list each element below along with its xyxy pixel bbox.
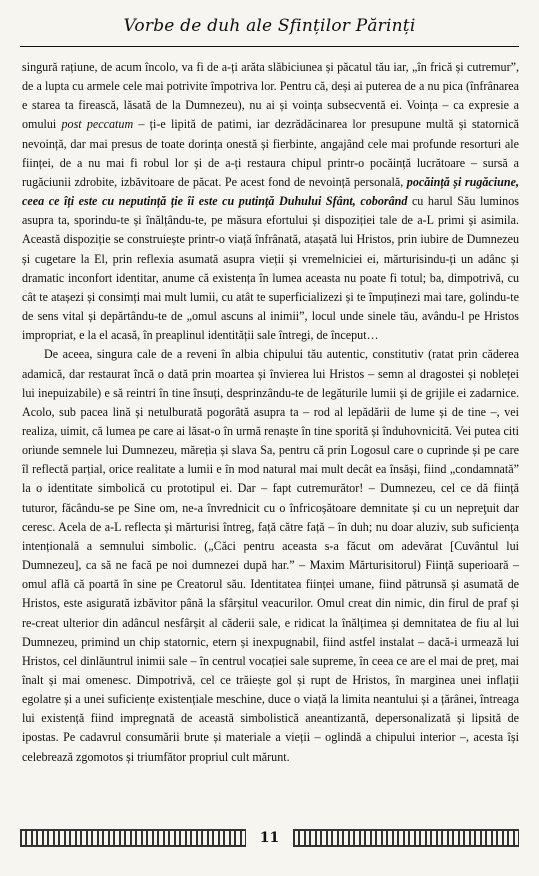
paragraph-1-part-b: – ți-e lipită de patimi, iar dezrădăcinarea lor presupune multă și statornică nevoință, dar mai presus de toate dorința onestă și fierbinte, angajând cele mai profunde resorturi ale ființei, de a nu mai fi robul lor și de a-ți restaura chipul printr-o pocăință lucrătoare – sursă a rugăciunii zdrobite, izbăvitoare de păcat. Pe acest fond de nevoință personală,	[22, 117, 519, 189]
emphasized-phrase: pocăință și rugăciune, ceea ce îți este cu neputință ție îi este cu putință Duhului Sfânt, coborând	[22, 174, 519, 209]
paragraph-1-part-c: cu harul Său luminos asupra ta, sporindu-te și înălțându-te, pe măsura efortului și dispoziției tale de a-L primi și asimila. Această dispoziție se construiește printr-o viață înfrânată, atașată lui Hristos, prin iubire de Dumnezeu și cugetare la El, prin reflexia asumată asupra vieții și vremelniciei ei, mărturisindu-ți un adânc și dramatic inconfort identitar, anume că existența în lumea aceasta nu poate fi totul; ba, dimpotrivă, cu cât te atașezi și consimți mai mult lumii, cu atât te superficializezi și te împuținezi mai tare, golindu-te de sens vital și depărtându-te de „omul ascuns al inimii”, locul unde sinele tău, avându-l pe Hristos impropriat, e la el acasă, în preaplinul identității sale întregi, de început…	[22, 194, 519, 343]
paragraph-1	[22, 58, 519, 345]
paragraph-1-part-a: singură rațiune, de acum încolo, va fi de a-ți arăta slăbiciunea și păcatul tău iar, „în frică și cutremur”, de a lupta cu armele cele mai potrivite împotriva lor. Pentru că, deși ai puterea de a nu pica (înfrânarea e starea ta firească, lăsată de la Dumnezeu), nu ai și voința subsecventă ei. Voința – ca expresie a omului	[22, 60, 519, 132]
running-title: Vorbe de duh ale Sfinților Părinți	[123, 16, 416, 36]
latin-phrase: post peccatum	[61, 117, 134, 132]
body-text	[22, 58, 519, 767]
ornament-right	[293, 829, 519, 847]
page-footer	[20, 826, 519, 850]
ornament-left	[20, 829, 246, 847]
header-rule	[20, 46, 519, 47]
page-header	[20, 12, 519, 56]
paragraph-2: De aceea, singura cale de a reveni în albia chipului tău autentic, constitutiv (ratat prin căderea adamică, dar restaurat încă o dată prin moartea și învierea lui Hristos – semn al dragostei și nobleței lui inepuizabile) e să reintri în tine însuți, desprinzându-te de legăturile lumii și de grijile ei zadarnice. Acolo, sub pacea lină și netulburată pogorâtă asupra ta – rod al lepădării de lume și de tine –, vei realiza, uimit, că lumea pe care ai lăsat-o în urmă renaște în tine sporită și înduhovnicită. Vei putea citi oriunde semnele lui Dumnezeu, măreția și slava Sa, pentru că prin Logosul care o cuprinde și pe care îl reflectă parțial, orice realitate a lumii e în mod natural mai mult decât ea însăși, fiind „condamnată” la o identitate simbolică cu prototipul ei. Dar – fapt cutremurător! – Dumnezeu, cel ce dă ființă tuturor, făcându-se pe Sine om, ne-a învrednicit cu o înfricoșătoare demnitate și cu un nepreţuit dar ceresc. Acela de a-L reflecta și mărturisi întreg, față către față – în duh; nu doar aluziv, sub suficiența intențională a semnului simbolic. („Căci pentru aceasta s-a făcut om adevărat [Cuvântul lui Dumnezeu], ca să ne facă pe noi dumnezei după har.” – Maxim Mărturisitorul) Ființă superioară – omul află că poartă în sine pe Creatorul său. Identitatea ființei umane, fiind pătrunsă și asumată de Hristos, este asigurată izbăvitor până la sfârșitul veacurilor. Omul creat din nimic, din firul de praf și re-creat ulterior din adâncul nesfârșit al căderii sale, e ridicat la înălțimea și demnitatea de fiu al lui Dumnezeu, primind un chip statornic, etern și inexpugnabil, fiind astfel instalat – dacă-i urmează lui Hristos, cel dinlăuntrul inimii sale – în centrul vocației sale supreme, în ceea ce are el mai de preț, mai înalt și mai omenesc. Dimpotrivă, cel ce trăiește gol și rupt de Hristos, în marginea unei inflații egolatre și a unei suficiențe existențiale meschine, duce o viață la limita neantului și a țărânei, întreaga lui existență fiind impregnată de această simbolistică aneantizantă, depersonalizată și lipsită de ipostas. Pe cadavrul consumării brute și materiale a vieții – oglindă a chipului interior –, acesta își celebrează zgomotos și triumfător propriul cult mărunt.	[22, 347, 519, 764]
page-number: 11	[259, 830, 280, 846]
